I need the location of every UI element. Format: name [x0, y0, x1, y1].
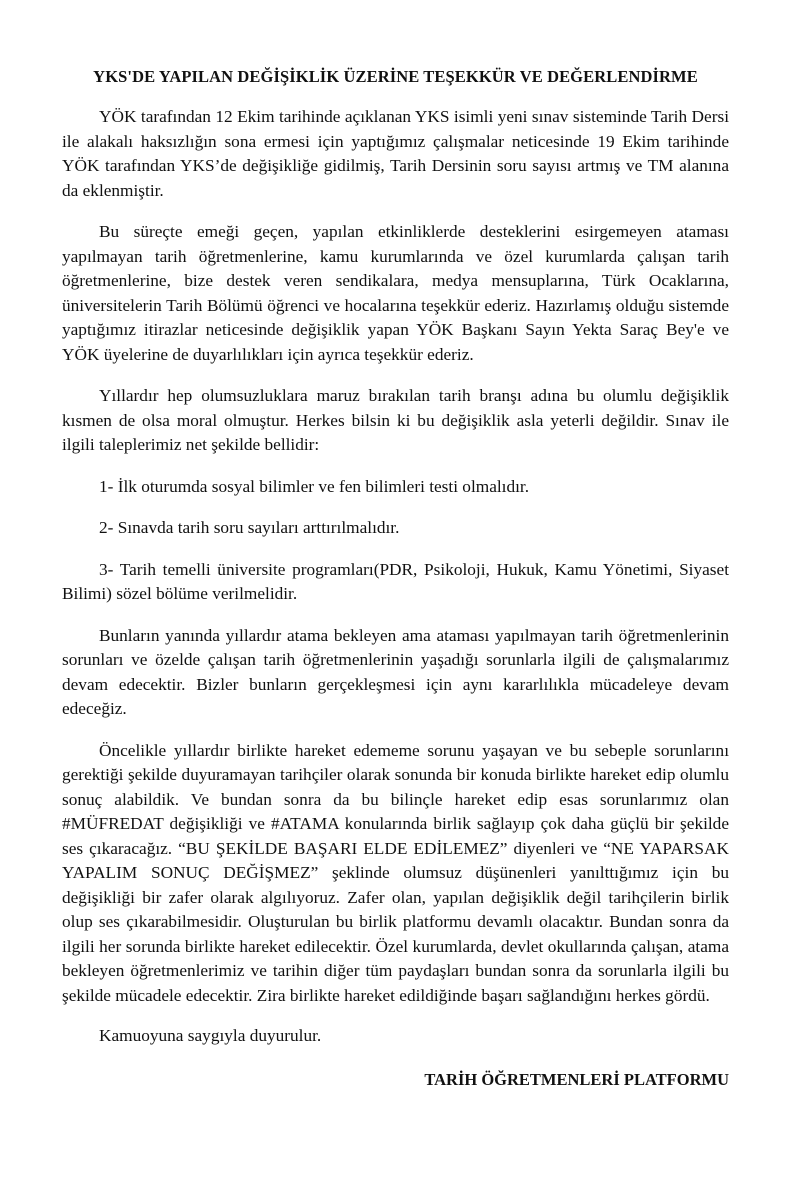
paragraph-ongoing-work: Bunların yanında yıllardır atama bekleyen ama ataması yapılmayan tarih öğretmenlerinin sorunları ve özelde çalışan tarih öğretmenlerinin yaşadığı sorunlarla ilgili de çalışmalarımız devam edecektir. Bizler bunların gerçekleşmesi için aynı kararlılıkla mücadeleye devam edeceğiz.	[62, 625, 729, 718]
paragraph-thanks: Bu süreçte emeği geçen, yapılan etkinliklerde desteklerini esirgemeyen ataması yapılmayan tarih öğretmenlerine, kamu kurumlarında ve özel kurumlarda çalışan tarih öğretmenlerine, bize destek veren sendikalara, medya mensuplarına, Türk Ocaklarına, üniversitelerin Tarih Bölümü öğrenci ve hocalarına teşekkür ederiz. Hazırlamış olduğu sistemde yaptığımız itirazlar neticesinde değişiklik yapan YÖK Başkanı Sayın Yekta Saraç Bey'e ve YÖK üyelerine de duyarlılıkları için ayrıca teşekkür ederiz.	[62, 222, 729, 364]
paragraph-demands-intro: Yıllardır hep olumsuzluklara maruz bırakılan tarih branşı adına bu olumlu değişiklik kısmen de olsa moral olmuştur. Herkes bilsin ki bu değişiklik asla yeterli değildir. Sınav ile ilgili taleplerimiz net şekilde bellidir:	[62, 386, 729, 454]
demand-item-1: 1- İlk oturumda sosyal bilimler ve fen bilimleri testi olmalıdır.	[99, 476, 530, 496]
closing-line: Kamuoyuna saygıyla duyurulur.	[99, 1026, 322, 1045]
paragraph-announcement: YÖK tarafından 12 Ekim tarihinde açıklanan YKS isimli yeni sınav sisteminde Tarih Dersi ile alakalı haksızlığın sona ermesi için yaptığımız çalışmalar neticesinde 19 Ekim tarihinde YÖK tarafından YKS’de değişikliğe gidilmiş, Tarih Dersinin soru sayısı artmış ve TM alanına da eklenmiştir.	[62, 107, 729, 200]
document-title: YKS'DE YAPILAN DEĞİŞİKLİK ÜZERİNE TEŞEKKÜR VE DEĞERLENDİRME	[93, 67, 698, 86]
demand-item-2: 2- Sınavda tarih soru sayıları arttırılmalıdır.	[99, 518, 400, 537]
document-page	[62, 66, 729, 1091]
demand-item-3: 3- Tarih temelli üniversite programları(PDR, Psikoloji, Hukuk, Kamu Yönetimi, Siyaset Bilimi) sözel bölüme verilmelidir.	[62, 559, 729, 603]
paragraph-unity: Öncelikle yıllardır birlikte hareket edememe sorunu yaşayan ve bu sebeple sorunlarını gerektiği şekilde duyuramayan tarihçiler olarak sonunda bir konuda birlikte hareket edip olumlu sonuç alabildik. Ve bundan sonra da bu bilinçle hareket edip esas sorunlarımız olan #MÜFREDAT değişikliği ve #ATAMA konularında birlik sağlayıp çok daha güçlü bir şekilde ses çıkaracağız. “BU ŞEKİLDE BAŞARI ELDE EDİLEMEZ” diyenleri ve “NE YAPARSAK YAPALIM SONUÇ DEĞİŞMEZ” şeklinde olumsuz düşünenleri yanılttığımız için bu değişikliği bir zafer olarak algılıyoruz. Zafer olan, yapılan değişiklik değil tarihçilerin birlik olup ses çıkarabilmesidir. Oluşturulan bu birlik platformu devamlı olacaktır. Bundan sonra da ilgili her sorunda birlikte hareket edilecektir. Özel kurumlarda, devlet okullarında çalışan, atama bekleyen öğretmenlerimiz ve tarihin diğer tüm paydaşları bundan sonra da sorunlarla ilgili bu şekilde mücadele edecektir. Zira birlikte hareket edildiğinde başarı sağlandığını herkes gördü.	[62, 740, 729, 1005]
signature: TARİH ÖĞRETMENLERİ PLATFORMU	[424, 1069, 729, 1089]
